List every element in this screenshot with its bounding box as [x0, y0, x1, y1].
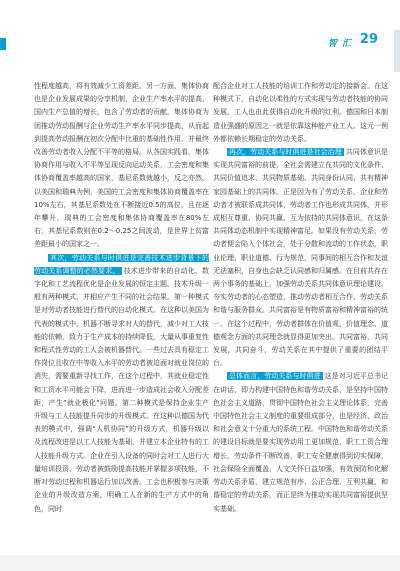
paragraph-body: 技术进步带来的自动化、数字化和工艺流程优化是企业发展的恒定主题。技术升级一般有两种模式，并相应产生不同的社会结果。第一种模式是对劳动者技能进行替代的自动化模式。在这种以美国为代表的模式中，机器不断寻求对人的替代，减少对工人技能的依赖，致力于生产成本的持续降低，大量从事重复性和程式性劳动的工人会被机器替代。一些过去具有稳定工作岗位且收在中等收入水平的劳动者被迫面对就业岗位的消失，需要重新寻找工作，在这个过程中，其就业稳定性和工资水平可能会下降，进而进一步造成社会收入分配差距，产生“就业极化”问题。第二种模式是保持企业生产升级与工人技能提升同步的升级模式。在这种以德国为代表的模式中，强调“人机协同”的升级方式，机器升级以及流程改进是以工人技能为基础，并建立本企业特有的工人技能升级方式。企业在引入设备的同时会对工人进行大量培训投资，劳动者被鼓励提高技能并掌握多项技能，不断对劳动过程和机器运行加以改善。工会也积极参与决策企业的升级改造方案，明确工人在新的生产方式中的角色，同时	[34, 266, 210, 513]
paragraph: 配合企业对工人技能的培训工作和劳动定的接新会。在这种模式下，自动化以柔性的方式实现与劳动者技能的协同发展，工人也由此获得自动化升级的红利。德国和日本制造业强盛的原因之一就是依靠这种能产业工人。这元一例外都依赖长期稳定的劳动关系。	[213, 82, 388, 143]
highlighted-heading: 总体而言，劳动关系与时俱进	[229, 372, 321, 381]
edge-marker	[394, 30, 400, 72]
paragraph-body: 共同体意识是实现共同富裕的前提，全社会需建立在共同的文化条件、共同价值追求、共同物质基础、共同身份认同、共有精神家园基础上的共同体。正是因为有了劳动关系，企业和劳动者才被联系成共同体，劳动者工作也形成共同体，并形成相互尊重、协同共赢、互为依持的共同体意识，在这条共同体动态机制中实现精神富足。如果没有劳动关系，劳动者便会陷入个体社会，处于分散和流动的工作状态，职业伦理、职业道德、行为规范，同事间的相互合作和友谊无法塞积，自身也会缺乏认同感和归属感。在目前共存在两个事务的基础上，加强劳动关系共同体意识理论建设，夯实劳动者的心态塑造，推动劳动者相互合作、劳动关系和谐与服务群众。共同富裕是有物质富裕和精神富裕的统一。在这个过程中，劳动者群体在价值观、价值理念、道德观念方面的共同理念就显得更加突出。共同富裕，共同发展，共同奋斗，劳动关系在其中提供了重要的团结平台。	[213, 148, 389, 368]
highlighted-heading: 再次，劳动关系与时俱进是社会治理	[229, 148, 342, 157]
paragraph	[34, 252, 209, 516]
paragraph: 性程度越高，将有效减少工资差距。另一方面，集体协商也是企业发展成果的分享机制，企业生产率水平的提高，国内生产总值的增长，包含了劳动者的贡献。集体协商为团推动劳动报酬与企业劳动生产率水平同步提高，从而起到提高劳动报酬在初次分配中比重的基础性作用，并最终改善劳动者收入分配不平等的格局。从各国实践看，集体协商作用与收入不平等呈现反向运动关系，工会密度和集体协商覆盖率越高的国家，基尼系数就越小，反之亦然。以美国和瑞典为例，美国的工会密度和集体协商覆盖率在10%左右，其基尼系数处在不断接近0.5的高位，且在逐年攀升，瑞典的工会密度和集体协商覆盖率在80%左右，其基尼系数则在0.2～0.25之间波动，是世界上贫富差距最小的国家之一。	[34, 82, 209, 249]
header-accent-bar	[0, 38, 6, 50]
page-header	[0, 30, 400, 52]
section-label: 智 汇	[327, 39, 352, 49]
paragraph-body: 这是对习近平总书记在讲话，即力构建中国特色和谐劳动关系，是坚持中国特色社会主义道路，贯彻中国特色社会主义理论体系，完善中国特色社会主义制度的重要组成部分，也是经济、政治和社会意义十分重大的系统工程。中国特色和谐劳动关系的建设目标就是要实现劳动用工更加规范，职工工资合理增长，劳动条件不断改善，职工安全健康得到切实保障，社会保险全面覆盖，人文关怀日益加强，有效预防和化解劳动关系矛盾，建立规范有序、公正合理、互利共赢、和谐稳定的劳动关系，而正是终为推动实现共同富裕提供坚实基础。	[213, 372, 389, 513]
footer-band	[0, 555, 400, 571]
paragraph	[213, 370, 388, 515]
highlighted-heading: 其次，劳动关系与时俱进是完善技术进步背景下的劳动关系调整的必然要求。	[34, 253, 209, 275]
page-number: 29	[359, 32, 378, 47]
right-column	[213, 80, 388, 516]
paragraph	[213, 146, 388, 370]
left-column	[34, 80, 209, 516]
